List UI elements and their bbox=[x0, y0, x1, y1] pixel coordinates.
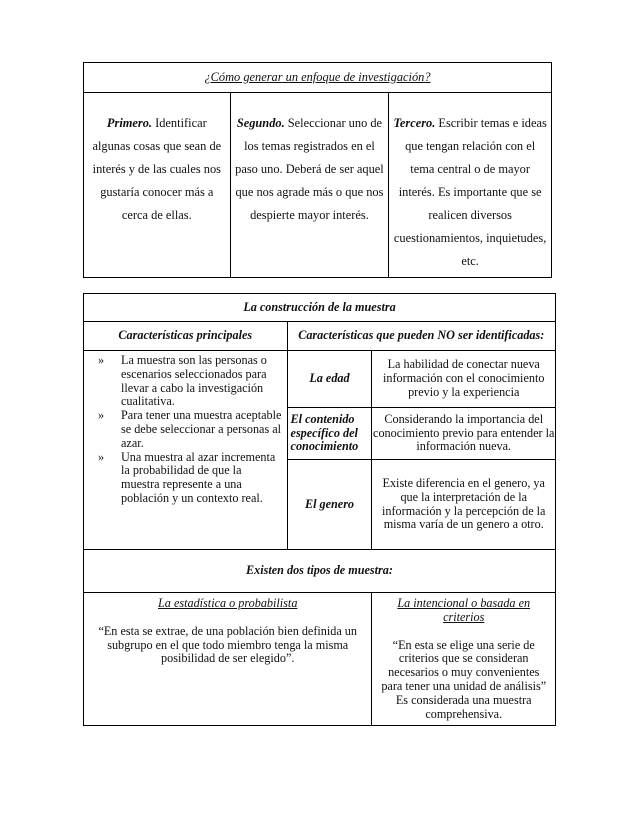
head-caracteristicas-principales: Características principales bbox=[84, 322, 288, 351]
tipo-intencional-text-2: Es considerada una muestra comprehensiva. bbox=[395, 692, 532, 721]
row-text-genero: Existe diferencia en el genero, ya que la interpretación de la información y la percepción de la misma varía de un genero a otro. bbox=[372, 460, 556, 550]
step-primero-text: Identificar algunas cosas que sean de interés y de las cuales nos gustaría conocer más a cerca de ellas. bbox=[92, 116, 222, 222]
bullet-text: Para tener una muestra aceptable se debe seleccionar a personas al azar. bbox=[121, 408, 282, 450]
step-segundo bbox=[230, 93, 389, 278]
bullet-marker: » bbox=[98, 353, 105, 367]
bullet-list bbox=[84, 351, 287, 509]
tipo-intencional-heading: La intencional o basada en criterios bbox=[397, 596, 531, 624]
row-text-edad: La habilidad de conectar nueva información con el conocimiento previo y la experiencia bbox=[372, 351, 556, 408]
step-primero-lead: Primero. bbox=[106, 116, 153, 130]
bullets-cell bbox=[84, 351, 288, 550]
enfoque-title: ¿Cómo generar un enfoque de investigación? bbox=[84, 63, 552, 93]
enfoque-table bbox=[83, 62, 552, 278]
step-segundo-lead: Segundo. bbox=[236, 116, 285, 130]
step-primero bbox=[84, 93, 231, 278]
step-tercero bbox=[389, 93, 552, 278]
list-item bbox=[88, 354, 283, 409]
row-label-contenido: El contenido específico del conocimiento bbox=[287, 408, 372, 460]
row-label-genero: El genero bbox=[287, 460, 372, 550]
step-tercero-text: Escribir temas e ideas que tengan relación con el tema central o de mayor interés. Es importante que se realicen diversos cuestionamientos, inquietudes, etc. bbox=[393, 116, 547, 268]
list-item bbox=[88, 451, 283, 506]
tipos-muestra-title: Existen dos tipos de muestra: bbox=[84, 550, 556, 593]
row-text-contenido: Considerando la importancia del conocimiento previo para entender la información nueva. bbox=[372, 408, 556, 460]
muestra-table bbox=[83, 293, 556, 726]
bullet-text: La muestra son las personas o escenarios seleccionados para llevar a cabo la investigación cualitativa. bbox=[121, 353, 267, 409]
head-caracteristicas-no-identificadas: Características que pueden NO ser identificadas: bbox=[287, 322, 555, 351]
muestra-title: La construcción de la muestra bbox=[84, 294, 556, 322]
tipo-estadistica-heading: La estadística o probabilista bbox=[158, 596, 298, 610]
tipo-estadistica bbox=[84, 593, 372, 726]
bullet-marker: » bbox=[98, 408, 105, 423]
row-label-edad: La edad bbox=[287, 351, 372, 408]
step-segundo-text: Seleccionar uno de los temas registrados en el paso uno. Deberá de ser aquel que nos agrade más o que nos despierte mayor interés. bbox=[235, 116, 384, 222]
step-tercero-lead: Tercero. bbox=[393, 116, 436, 130]
bullet-text: Una muestra al azar incrementa la probabilidad de que la muestra represente a una población y un contexto real. bbox=[121, 449, 276, 505]
tipo-estadistica-text: “En esta se extrae, de una población bien definida un subgrupo en el que todo miembro tenga la misma posibilidad de ser elegido”. bbox=[98, 623, 357, 666]
tipo-intencional bbox=[372, 593, 556, 726]
list-item bbox=[88, 409, 283, 450]
tipo-intencional-text: “En esta se elige una serie de criterios que se consideran necesarios o muy convenientes para tener una unidad de análisis” bbox=[381, 637, 547, 693]
bullet-marker: » bbox=[98, 449, 105, 464]
